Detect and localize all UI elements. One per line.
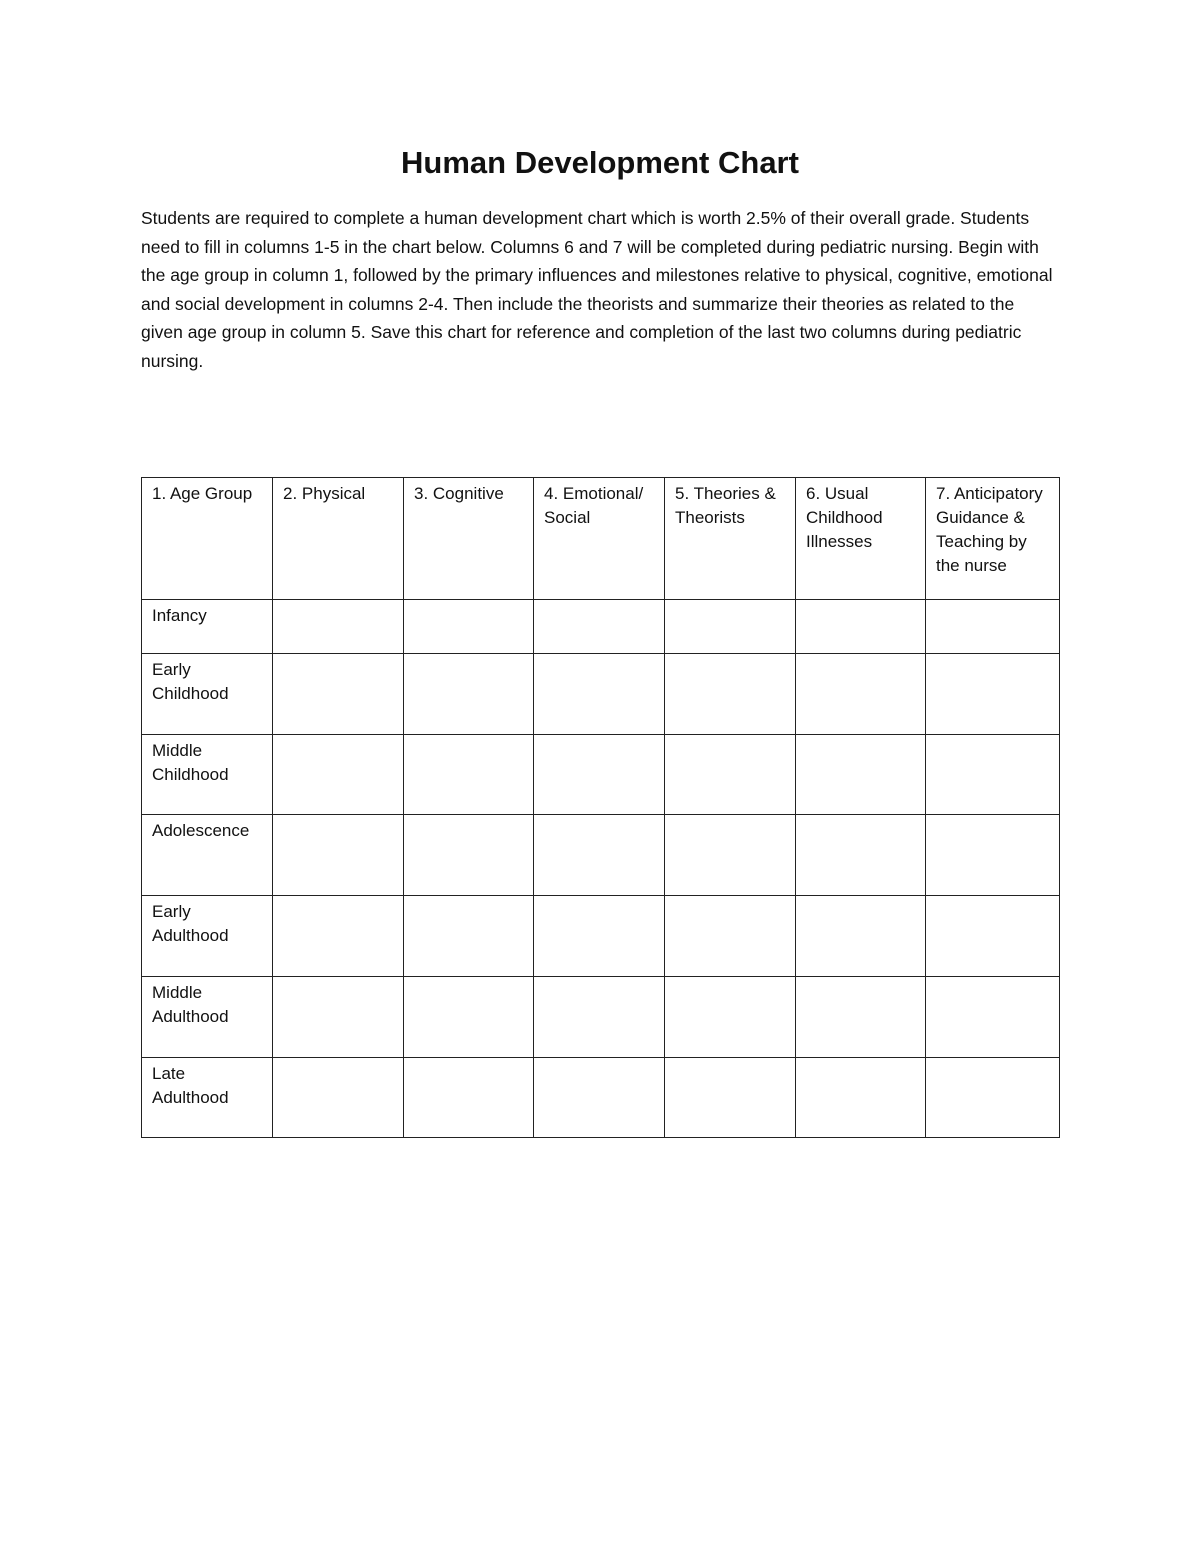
physical-cell[interactable] (273, 1058, 404, 1138)
guidance-cell[interactable] (926, 1058, 1060, 1138)
physical-cell[interactable] (273, 600, 404, 654)
age-group-adolescence: Adolescence (142, 815, 273, 896)
illnesses-cell[interactable] (796, 600, 926, 654)
age-group-late-adulthood: Late Adulthood (142, 1058, 273, 1138)
table-row (142, 654, 1060, 735)
guidance-cell[interactable] (926, 654, 1060, 735)
emotional-social-cell[interactable] (534, 977, 665, 1058)
theories-cell[interactable] (665, 977, 796, 1058)
table-row (142, 896, 1060, 977)
table-header-row (142, 478, 1060, 600)
guidance-cell[interactable] (926, 600, 1060, 654)
cognitive-cell[interactable] (404, 1058, 534, 1138)
guidance-cell[interactable] (926, 815, 1060, 896)
illnesses-cell[interactable] (796, 654, 926, 735)
table-row (142, 735, 1060, 815)
table-row (142, 600, 1060, 654)
header-theories-theorists: 5. Theories & Theorists (665, 478, 796, 600)
illnesses-cell[interactable] (796, 735, 926, 815)
emotional-social-cell[interactable] (534, 600, 665, 654)
development-chart-table (141, 477, 1060, 1138)
header-physical: 2. Physical (273, 478, 404, 600)
physical-cell[interactable] (273, 735, 404, 815)
physical-cell[interactable] (273, 815, 404, 896)
physical-cell[interactable] (273, 977, 404, 1058)
emotional-social-cell[interactable] (534, 815, 665, 896)
table-row (142, 1058, 1060, 1138)
emotional-social-cell[interactable] (534, 1058, 665, 1138)
cognitive-cell[interactable] (404, 600, 534, 654)
table-row (142, 815, 1060, 896)
theories-cell[interactable] (665, 1058, 796, 1138)
theories-cell[interactable] (665, 735, 796, 815)
header-age-group: 1. Age Group (142, 478, 273, 600)
illnesses-cell[interactable] (796, 815, 926, 896)
guidance-cell[interactable] (926, 977, 1060, 1058)
physical-cell[interactable] (273, 896, 404, 977)
theories-cell[interactable] (665, 815, 796, 896)
emotional-social-cell[interactable] (534, 896, 665, 977)
theories-cell[interactable] (665, 600, 796, 654)
cognitive-cell[interactable] (404, 654, 534, 735)
illnesses-cell[interactable] (796, 977, 926, 1058)
guidance-cell[interactable] (926, 896, 1060, 977)
age-group-infancy: Infancy (142, 600, 273, 654)
cognitive-cell[interactable] (404, 977, 534, 1058)
emotional-social-cell[interactable] (534, 654, 665, 735)
emotional-social-cell[interactable] (534, 735, 665, 815)
header-childhood-illnesses: 6. Usual Childhood Illnesses (796, 478, 926, 600)
age-group-early-adulthood: Early Adulthood (142, 896, 273, 977)
guidance-cell[interactable] (926, 735, 1060, 815)
age-group-early-childhood: Early Childhood (142, 654, 273, 735)
cognitive-cell[interactable] (404, 735, 534, 815)
theories-cell[interactable] (665, 654, 796, 735)
illnesses-cell[interactable] (796, 896, 926, 977)
age-group-middle-adulthood: Middle Adulthood (142, 977, 273, 1058)
cognitive-cell[interactable] (404, 896, 534, 977)
header-anticipatory-guidance: 7. Anticipatory Guidance & Teaching by the nurse (926, 478, 1060, 600)
illnesses-cell[interactable] (796, 1058, 926, 1138)
age-group-middle-childhood: Middle Childhood (142, 735, 273, 815)
cognitive-cell[interactable] (404, 815, 534, 896)
instructions-paragraph: Students are required to complete a human development chart which is worth 2.5% of their overall grade. Students need to fill in columns 1-5 in the chart below. Columns 6 and 7 will be completed during pediatric nursing. Begin with the age group in column 1, followed by the primary influences and milestones relative to physical, cognitive, emotional and social development in columns 2-4. Then include the theorists and summarize their theories as related to the given age group in column 5. Save this chart for reference and completion of the last two columns during pediatric nursing. (141, 208, 1053, 371)
header-emotional-social: 4. Emotional/ Social (534, 478, 665, 600)
physical-cell[interactable] (273, 654, 404, 735)
page-title: Human Development Chart (401, 145, 799, 180)
table-row (142, 977, 1060, 1058)
theories-cell[interactable] (665, 896, 796, 977)
header-cognitive: 3. Cognitive (404, 478, 534, 600)
